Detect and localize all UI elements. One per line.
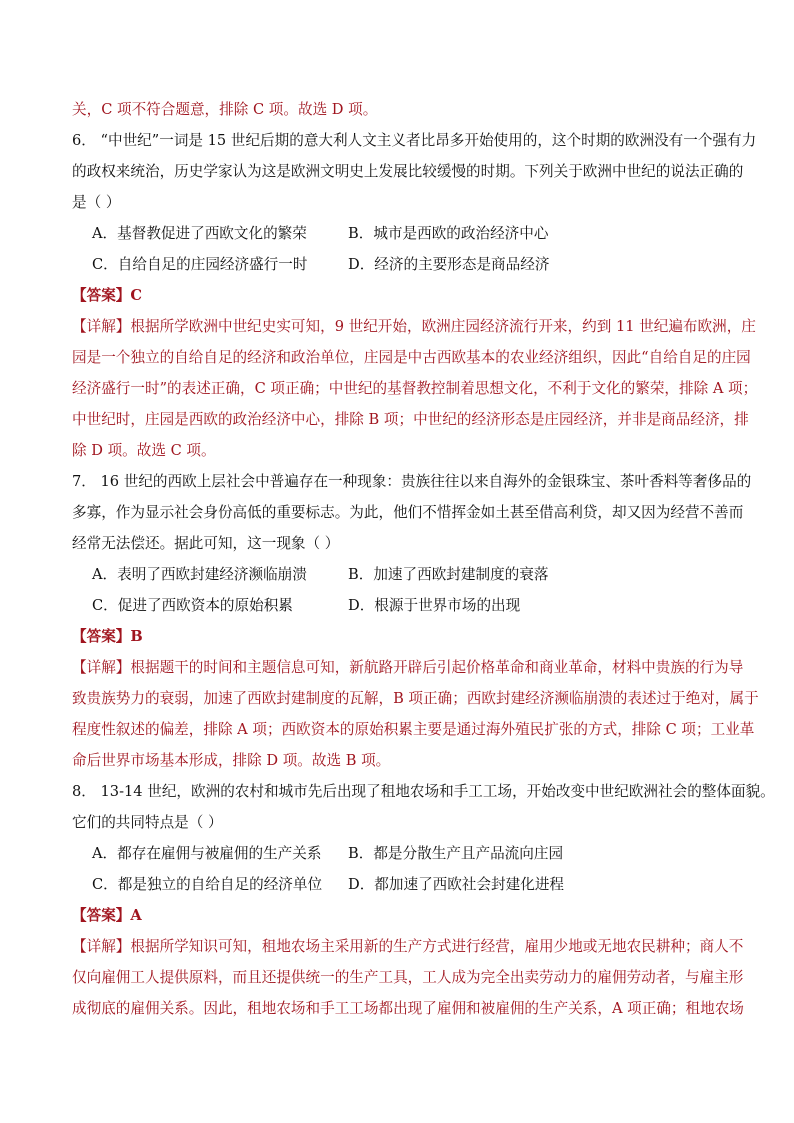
q6-options-row-1 [72, 218, 724, 249]
prev-explanation-tail: 关，C 项不符合题意，排除 C 项。故选 D 项。 [72, 101, 378, 118]
q6-option-b: B．城市是西欧的政治经济中心 [348, 225, 549, 242]
q7-option-b: B．加速了西欧封建制度的衰落 [348, 566, 549, 583]
q6-stem-line-2: 的政权来统治，历史学家认为这是欧洲文明史上发展比较缓慢的时期。下列关于欧洲中世纪的说法正确的 [72, 163, 744, 180]
q7-options-row-1 [72, 559, 724, 590]
q6-explanation-line-4: 中世纪时，庄园是西欧的政治经济中心，排除 B 项；中世纪的经济形态是庄园经济，并非是商品经济，排 [72, 411, 749, 428]
q6-option-a: A．基督教促进了西欧文化的繁荣 [92, 225, 307, 242]
q8-explanation-line-2: 仅向雇佣工人提供原料，而且还提供统一的生产工具，工人成为完全出卖劳动力的雇佣劳动者，与雇主形 [72, 969, 744, 986]
q6-explanation-line-3: 经济盛行一时”的表述正确，C 项正确；中世纪的基督教控制着思想文化，不利于文化的繁荣，排除 A 项； [72, 380, 758, 397]
q7-stem-line-3: 经常无法偿还。据此可知，这一现象（ ） [72, 535, 340, 552]
q6-explanation-line-1: 【详解】根据所学欧洲中世纪史实可知，9 世纪开始，欧洲庄园经济流行开来，约到 11 世纪遍布欧洲，庄 [72, 318, 756, 335]
q7-option-a: A．表明了西欧封建经济濒临崩溃 [92, 566, 307, 583]
q7-explanation-line-1: 【详解】根据题干的时间和主题信息可知，新航路开辟后引起价格革命和商业革命，材料中贵族的行为导 [72, 659, 744, 676]
q7-explanation-line-4: 命后世界市场基本形成，排除 D 项。故选 B 项。 [72, 752, 391, 769]
q6-answer: 【答案】C [72, 287, 142, 304]
q8-option-d: D．都加速了西欧社会封建化进程 [348, 876, 565, 893]
q8-explanation-line-1: 【详解】根据所学知识可知，租地农场主采用新的生产方式进行经营，雇用少地或无地农民耕种；商人不 [72, 938, 744, 955]
q7-option-d: D．根源于世界市场的出现 [348, 597, 521, 614]
q7-explanation-line-3: 程度性叙述的偏差，排除 A 项；西欧资本的原始积累主要是通过海外殖民扩张的方式，排除 C 项；工业革 [72, 721, 755, 738]
q8-option-c: C．都是独立的自给自足的经济单位 [92, 876, 323, 893]
document-page [72, 94, 775, 1024]
q8-stem-line-1: 8． 13-14 世纪，欧洲的农村和城市先后出现了租地农场和手工工场，开始改变中世纪欧洲社会的整体面貌。 [72, 783, 775, 800]
q8-options-row-2 [72, 869, 724, 900]
q6-explanation-line-5: 除 D 项。故选 C 项。 [72, 442, 216, 459]
q8-options-row-1 [72, 838, 724, 869]
q8-option-b: B．都是分散生产且产品流向庄园 [348, 845, 564, 862]
q7-option-c: C．促进了西欧资本的原始积累 [92, 597, 293, 614]
q7-stem-line-1: 7． 16 世纪的西欧上层社会中普遍存在一种现象：贵族往往以来自海外的金银珠宝、茶叶香料等奢侈品的 [72, 473, 752, 490]
q7-options-row-2 [72, 590, 724, 621]
q6-stem-line-3: 是（ ） [72, 194, 121, 211]
q7-answer: 【答案】B [72, 628, 143, 645]
q8-answer: 【答案】A [72, 907, 142, 924]
q8-explanation-line-3: 成彻底的雇佣关系。因此，租地农场和手工工场都出现了雇佣和被雇佣的生产关系，A 项正确；租地农场 [72, 1000, 744, 1017]
q8-stem-line-2: 它们的共同特点是（ ） [72, 814, 223, 831]
q6-options-row-2 [72, 249, 724, 280]
q6-explanation-line-2: 园是一个独立的自给自足的经济和政治单位，庄园是中古西欧基本的农业经济组织，因此“自给自足的庄园 [72, 349, 751, 366]
q6-stem-line-1: 6． “中世纪”一词是 15 世纪后期的意大利人文主义者比昂多开始使用的，这个时期的欧洲没有一个强有力 [72, 132, 757, 149]
q7-explanation-line-2: 致贵族势力的衰弱，加速了西欧封建制度的瓦解，B 项正确；西欧封建经济濒临崩溃的表述过于绝对，属于 [72, 690, 759, 707]
q6-option-c: C．自给自足的庄园经济盛行一时 [92, 256, 308, 273]
q8-option-a: A．都存在雇佣与被雇佣的生产关系 [92, 845, 322, 862]
q7-stem-line-2: 多寡，作为显示社会身份高低的重要标志。为此，他们不惜挥金如土甚至借高利贷，却又因为经营不善而 [72, 504, 744, 521]
q6-option-d: D．经济的主要形态是商品经济 [348, 256, 550, 273]
